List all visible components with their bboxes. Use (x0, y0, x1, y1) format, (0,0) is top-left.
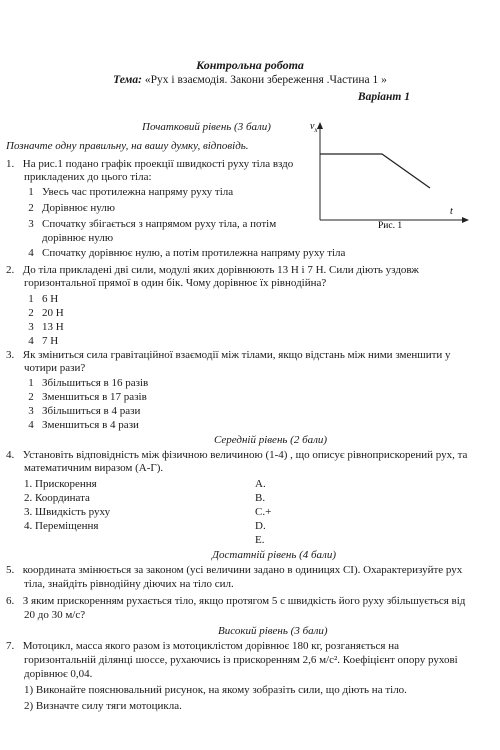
figure-caption: Рис. 1 (378, 221, 403, 230)
velocity-graph-figure (310, 120, 470, 230)
topic-text: «Рух і взаємодія. Закони збереження .Частина 1 » (142, 74, 387, 86)
level1-instruction: Позначте одну правильну, на вашу думку, відповідь. (6, 140, 249, 152)
q3-option-1: 1 Збільшиться в 16 разів (28, 377, 149, 389)
q2-option-1: 1 6 Н (28, 293, 59, 305)
level3-heading: Достатній рівень (4 бали) (212, 549, 336, 561)
q4-left-3: 3. Швидкість руху (24, 506, 111, 518)
q6-line2: 20 до 30 м/с? (24, 609, 86, 621)
q4-right-b: B. (255, 492, 266, 504)
q5-line1: 5. координата змінюється за законом (усі величини задано в одиницях СІ). Охарактеризуйте рух (6, 564, 463, 576)
y-axis-arrow-icon (317, 122, 323, 129)
q7-line2: горизонтальній ділянці шоссе, рухаючись із прискоренням 2,6 м/с². Коефіцієнт опору рухові (24, 654, 458, 666)
topic-label: Тема: (113, 74, 142, 86)
q2-option-3: 3 13 Н (28, 321, 64, 333)
q1-option-3-cont: дорівнює нулю (42, 232, 114, 244)
q3-option-2: 2 Зменшиться в 17 разів (28, 391, 147, 403)
level1-heading: Початковий рівень (3 бали) (142, 121, 271, 133)
q4-line2: математичним виразом (А-Г). (24, 462, 164, 474)
level4-heading: Високий рівень (3 бали) (218, 625, 328, 637)
variant-label: Варіант 1 (357, 91, 410, 103)
q6-line1: 6. З яким прискоренням рухається тіло, якщо протягом 5 с швидкість його руху збільшується від (6, 595, 466, 607)
graph-y-label: $v_x$ (310, 121, 318, 134)
velocity-line (320, 154, 430, 188)
q2-option-2: 2 20 Н (28, 307, 64, 319)
q1-line2: прикладених до цього тіла: (24, 171, 152, 183)
q4-right-c: C.+ (255, 506, 272, 518)
q1-option-4: 4 Спочатку дорівнює нулю, а потім протилежна напряму руху тіла (28, 247, 346, 259)
q4-left-4: 4. Переміщення (24, 520, 99, 532)
q1-option-2: 2 Дорівнює нулю (28, 202, 115, 214)
q3-option-4: 4 Зменшиться в 4 рази (28, 419, 139, 431)
q5-line2: тіла, знайдіть рівнодійну діючих на тіло сил. (24, 578, 234, 590)
q2-line2: горизонтальної прямої в один бік. Чому дорівнює їх рівнодійна? (24, 277, 327, 289)
q4-right-d: D. (255, 520, 266, 532)
q4-right-a: A. (255, 478, 266, 490)
q4-right-e: E. (255, 534, 265, 546)
q1-line1: 1. На рис.1 подано графік проекції швидкості руху тіла вздо (6, 158, 294, 170)
test-title: Контрольна робота (196, 58, 304, 72)
level2-heading: Середній рівень (2 бали) (214, 434, 328, 446)
q4-line1: 4. Установіть відповідність між фізичною величиною (1-4) , що описує рівноприскорений рух, та (6, 449, 468, 461)
q2-line1: 2. До тіла прикладені дві сили, модулі яких дорівнюють 13 Н і 7 Н. Сили діють уздовж (6, 264, 419, 276)
test-topic (0, 74, 500, 86)
q4-left-2: 2. Координата (24, 492, 90, 504)
q7-line3: дорівнює 0,04. (24, 668, 93, 680)
q7-sub1: 1) Виконайте пояснювальний рисунок, на якому зобразіть сили, що діють на тіло. (24, 684, 407, 696)
q1-option-1: 1 Увесь час протилежна напряму руху тіла (28, 186, 234, 198)
q4-left-1: 1. Прискорення (24, 478, 97, 490)
q3-line1: 3. Як зміниться сила гравітаційної взаємодії між тілами, якщо відстань між ними зменшити у (6, 349, 451, 361)
q2-option-4: 4 7 Н (28, 335, 59, 347)
x-axis-arrow-icon (462, 217, 469, 223)
q7-line1: 7. Мотоцикл, масса якого разом із мотоциклістом дорівнює 180 кг, розганяється на (6, 640, 399, 652)
q1-option-3: 3 Спочатку збігається з напрямом руху тіла, а потім (28, 218, 277, 230)
q7-sub2: 2) Визначте силу тяги мотоцикла. (24, 700, 182, 712)
q3-option-3: 3 Збільшиться в 4 рази (28, 405, 141, 417)
q3-line2: чотири рази? (24, 362, 86, 374)
graph-x-label: t (450, 206, 453, 217)
